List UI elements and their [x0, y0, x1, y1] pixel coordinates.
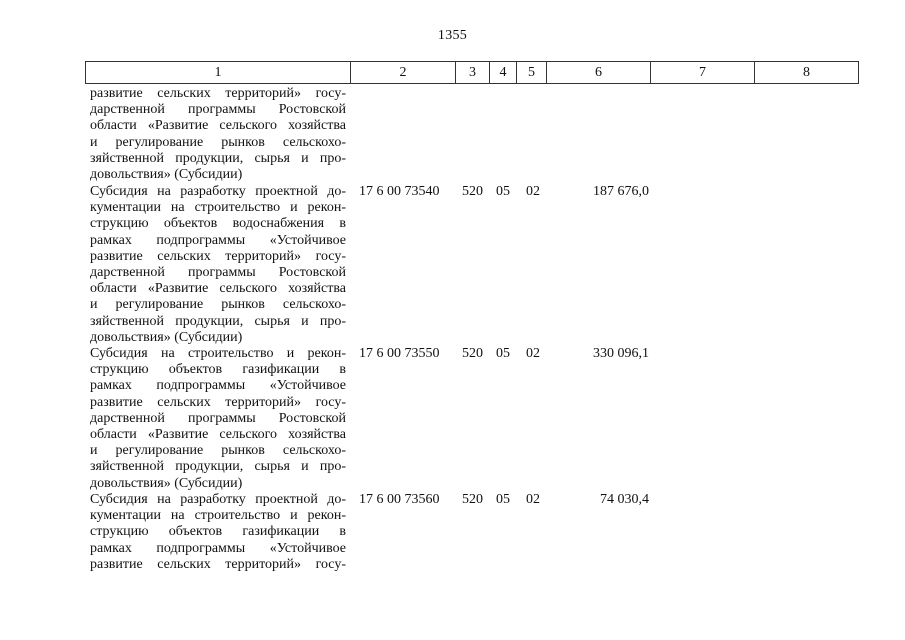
amount: 187 676,0 — [593, 184, 649, 199]
description-line: Субсидия на разработку проектной до- — [90, 492, 346, 507]
row-description — [90, 492, 346, 573]
description-line: области «Развитие сельского хозяйства — [90, 281, 346, 297]
column-header-1: 1 — [86, 62, 351, 84]
budget-code: 17 6 00 73560 — [359, 492, 440, 507]
amount: 330 096,1 — [593, 346, 649, 361]
budget-code: 17 6 00 73540 — [359, 184, 440, 199]
column-header-7: 7 — [651, 62, 755, 84]
description-line: довольствия» (Субсидии) — [90, 329, 243, 345]
description-line: и регулирование рынков сельскохо- — [90, 443, 346, 459]
subsection-code: 02 — [526, 184, 540, 199]
description-line: развитие сельских территорий» госу- — [90, 556, 346, 572]
expense-type: 520 — [462, 184, 483, 199]
description-line: рамках подпрограммы «Устойчивое — [90, 232, 346, 248]
description-line: струкцию объектов газификации в — [90, 362, 346, 378]
description-line: струкцию объектов газификации в — [90, 524, 346, 540]
description-line: дарственной программы Ростовской — [90, 410, 346, 426]
description-line: кументации на строительство и рекон- — [90, 200, 346, 216]
description-line: рамках подпрограммы «Устойчивое — [90, 378, 346, 394]
page-number: 1355 — [437, 28, 468, 43]
description-line: довольствия» (Субсидии) — [90, 166, 243, 182]
column-header-5: 5 — [517, 62, 547, 84]
expense-type: 520 — [462, 492, 483, 507]
description-line: зяйственной продукции, сырья и про- — [90, 313, 346, 329]
row-description — [90, 86, 346, 183]
description-line: области «Развитие сельского хозяйства — [90, 118, 346, 134]
description-line: развитие сельских территорий» госу- — [90, 248, 346, 264]
column-header-2: 2 — [351, 62, 456, 84]
row-description — [90, 346, 346, 492]
description-line: развитие сельских территорий» госу- — [90, 394, 346, 410]
column-header-8: 8 — [755, 62, 859, 84]
subsection-code: 02 — [526, 492, 540, 507]
column-header-6: 6 — [547, 62, 651, 84]
description-line: Субсидия на строительство и рекон- — [90, 346, 346, 361]
description-line: зяйственной продукции, сырья и про- — [90, 150, 346, 166]
column-header-row — [85, 61, 859, 84]
section-code: 05 — [496, 492, 510, 507]
description-line: дарственной программы Ростовской — [90, 264, 346, 280]
description-line: Субсидия на разработку проектной до- — [90, 184, 346, 199]
budget-code: 17 6 00 73550 — [359, 346, 440, 361]
expense-type: 520 — [462, 346, 483, 361]
subsection-code: 02 — [526, 346, 540, 361]
column-header-3: 3 — [456, 62, 490, 84]
description-line: развитие сельских территорий» госу- — [90, 86, 346, 101]
description-line: струкцию объектов водоснабжения в — [90, 216, 346, 232]
amount: 74 030,4 — [600, 492, 649, 507]
section-code: 05 — [496, 346, 510, 361]
description-line: и регулирование рынков сельскохо- — [90, 297, 346, 313]
description-line: рамках подпрограммы «Устойчивое — [90, 540, 346, 556]
description-line: кументации на строительство и рекон- — [90, 508, 346, 524]
section-code: 05 — [496, 184, 510, 199]
column-header-4: 4 — [490, 62, 517, 84]
description-line: зяйственной продукции, сырья и про- — [90, 459, 346, 475]
description-line: дарственной программы Ростовской — [90, 102, 346, 118]
description-line: области «Развитие сельского хозяйства — [90, 426, 346, 442]
row-description — [90, 184, 346, 346]
description-line: довольствия» (Субсидии) — [90, 475, 243, 491]
description-line: и регулирование рынков сельскохо- — [90, 134, 346, 150]
